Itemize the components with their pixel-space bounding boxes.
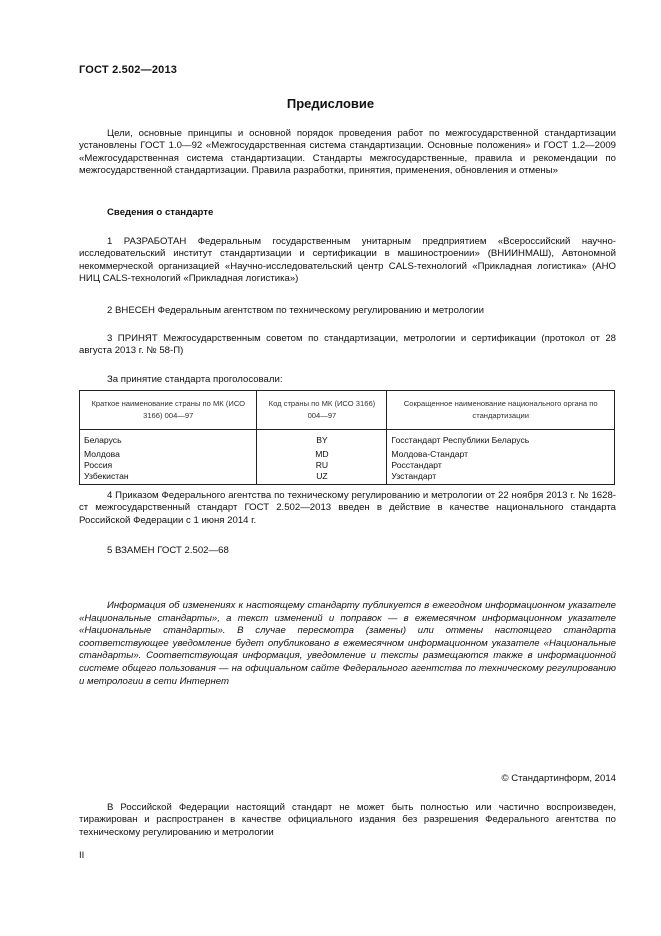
header-country-name: Краткое наименование страны по МК (ИСО 3166) 004—97: [80, 391, 257, 430]
intro-paragraph: Цели, основные принципы и основной порядок проведения работ по межгосударственной стандартизации установлены ГОСТ 1.0—92 «Межгосударственная система стандартизации. Основные положения» и ГОСТ 1.2—2009 «Межгосударственная система стандартизации. Стандарты межгосударственные, правила и рекомендации по межгосударственной стандартизации. Правила разработки, принятия, применения, обновления и отмены»: [79, 128, 616, 176]
page-title: Предисловие: [286, 96, 375, 111]
standards-body: Узстандарт: [387, 471, 615, 485]
reproduction-notice: В Российской Федерации настоящий стандарт не может быть полностью или частично воспроизведен, тиражирован и распространен в качестве официального издания без разрешения Федерального агентства по техническому регулированию и метрологии: [79, 802, 616, 838]
changes-info-notice: Информация об изменениях к настоящему стандарту публикуется в ежегодном информационном указателе «Национальные стандарты», а текст изменений и поправок — в ежемесячном информационном указателе «Национальные стандарты». В случае пересмотра (замены) или отмены настоящего стандарта соответствующее уведомление будет опубликовано в ежемесячном информационном указателе «Национальные стандарты». Соответствующая информация, уведомление и тексты размещаются также в информационной системе общего пользования — на официальном сайте Федерального агентства по техническому регулированию и метрологии в сети Интернет: [79, 600, 616, 687]
table-row: [80, 449, 615, 460]
table-row: [80, 430, 615, 450]
about-standard-heading: Сведения о стандарте: [107, 207, 214, 218]
country-name: Россия: [80, 460, 257, 471]
table-row: [80, 471, 615, 485]
voted-label: За принятие стандарта проголосовали:: [107, 374, 283, 385]
voting-table: [79, 390, 615, 485]
header-standards-body: Сокращенное наименование национального органа по стандартизации: [387, 391, 615, 430]
country-code: RU: [257, 460, 387, 471]
country-code: UZ: [257, 471, 387, 485]
country-code: BY: [257, 430, 387, 450]
country-code: MD: [257, 449, 387, 460]
standards-body: Молдова-Стандарт: [387, 449, 615, 460]
standards-body: Росстандарт: [387, 460, 615, 471]
document-code-header: ГОСТ 2.502—2013: [79, 64, 178, 76]
table-row: [80, 460, 615, 471]
country-name: Беларусь: [80, 430, 257, 450]
item-adopted: 3 ПРИНЯТ Межгосударственным советом по стандартизации, метрологии и сертификации (протокол от 28 августа 2013 г. № 58-П): [79, 333, 616, 357]
standards-body: Госстандарт Республики Беларусь: [387, 430, 615, 450]
country-name: Узбекистан: [80, 471, 257, 485]
table-header-row: [80, 391, 615, 430]
country-name: Молдова: [80, 449, 257, 460]
item-order: 4 Приказом Федерального агентства по техническому регулированию и метрологии от 22 ноября 2013 г. № 1628-ст межгосударственный стандарт ГОСТ 2.502—2013 введен в действие в качестве национального стандарта Российской Федерации с 1 июня 2014 г.: [79, 490, 616, 526]
header-country-code: Код страны по МК (ИСО 3166) 004—97: [257, 391, 387, 430]
copyright-notice: © Стандартинформ, 2014: [501, 773, 616, 784]
item-replaces: 5 ВЗАМЕН ГОСТ 2.502—68: [107, 545, 229, 556]
page-number: II: [79, 850, 85, 861]
item-developed: 1 РАЗРАБОТАН Федеральным государственным унитарным предприятием «Всероссийский научно-исследовательский институт стандартизации и сертификации в машиностроении» (ВНИИНМАШ), Автономной некоммерческой организацией «Научно-исследовательский центр CALS-технологий «Прикладная логистика» (АНО НИЦ CALS-технологий «Прикладная логистика»): [79, 236, 616, 284]
item-introduced: 2 ВНЕСЕН Федеральным агентством по техническому регулированию и метрологии: [107, 305, 485, 316]
